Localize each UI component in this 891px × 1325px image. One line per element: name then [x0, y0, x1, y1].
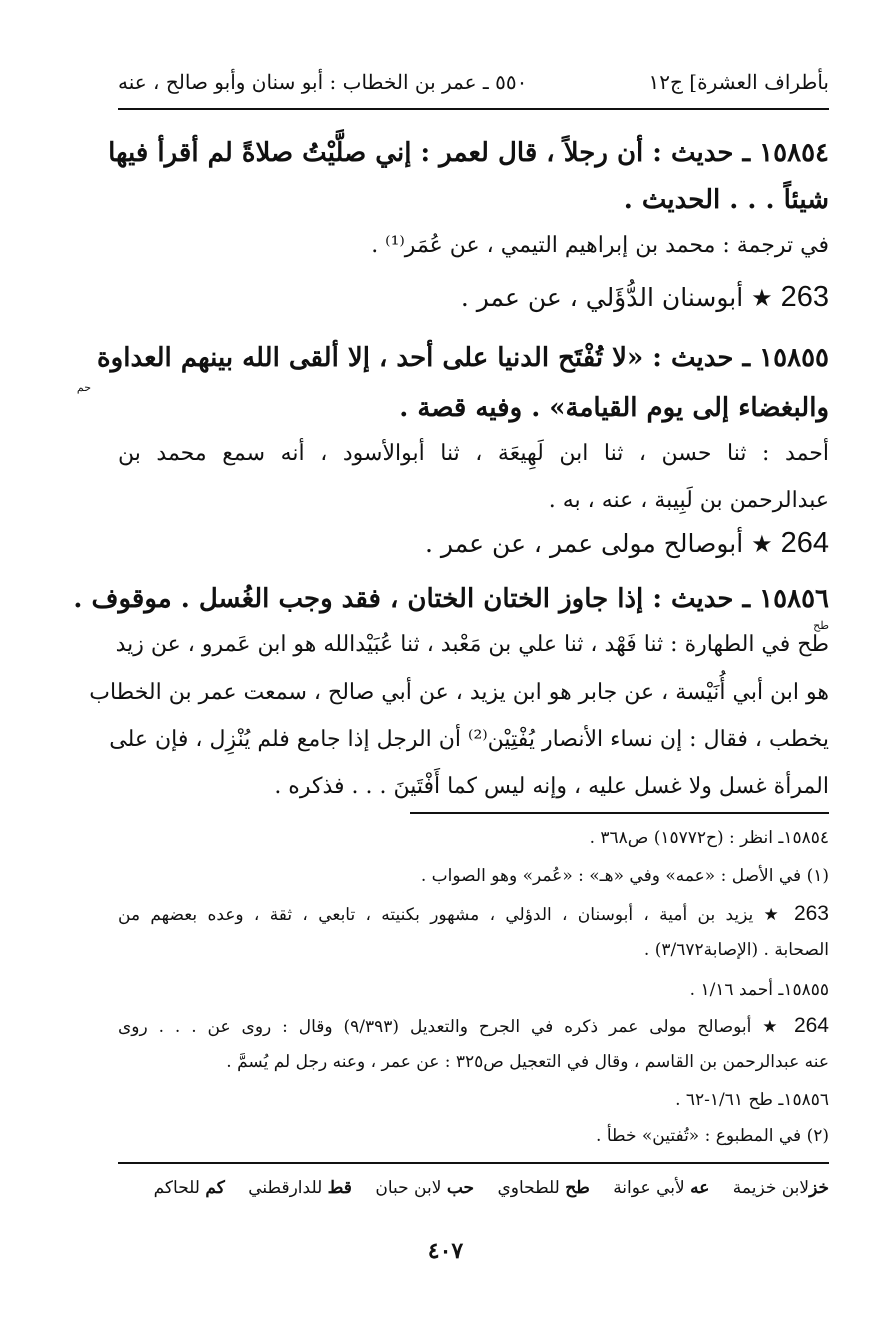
footnote-263-text: يزيد بن أمية ، أبوسنان ، الدؤلي ، مشهور بكنيته ، تابعي ، ثقة ، وعده بعضهم من — [118, 905, 754, 925]
tarjama-264-title: أبوصالح مولى عمر ، عن عمر . — [425, 529, 744, 558]
legend-divider — [118, 1162, 829, 1164]
footnote-15854: ١٥٨٥٤ـ انظر : (ح١٥٧٧٢) ص٣٦٨ . — [589, 828, 829, 848]
hadith-15855-number: ١٥٨٥٥ — [759, 343, 829, 373]
hadith-15856-isnad-1: طح في الطهارة : ثنا فَهْد ، ثنا علي بن مَعْبد ، ثنا عُبَيْدالله هو ابن عَمرو ، عن زيد — [115, 632, 829, 657]
star-icon: ★ — [763, 905, 784, 925]
source-symbol-th: طح — [813, 619, 829, 632]
star-icon: ★ — [751, 284, 773, 312]
hadith-15855-isnad-1: أحمد : ثنا حسن ، ثنا ابن لَهِيعَة ، ثنا أبوالأسود ، أنه سمع محمد بن — [118, 441, 829, 466]
legend-item: طح للطحاوي — [497, 1178, 590, 1198]
tarjama-263 — [118, 281, 829, 314]
legend-item: عه لأبي عوانة — [613, 1178, 710, 1198]
hadith-15856-number: ١٥٨٥٦ — [759, 584, 829, 614]
legend-item: خزلابن خزيمة — [732, 1178, 829, 1198]
header-section: ٥٥٠ ـ عمر بن الخطاب : أبو سنان وأبو صالح ، عنه — [118, 70, 528, 94]
footnote-15856: ١٥٨٥٦ـ طح ١/٦١-٦٢ . — [675, 1090, 829, 1110]
hadith-15854-line-1 — [108, 138, 829, 168]
hadith-15855-line-1 — [97, 343, 829, 373]
tarjama-263-title: أبوسنان الدُّؤَلي ، عن عمر . — [460, 283, 744, 312]
hadith-15854-text: ـ حديث : أن رجلاً ، قال لعمر : إني صلَّيْتُ صلاةً لم أقرأ فيها — [108, 138, 760, 168]
source-symbol-hm: حم — [76, 381, 91, 394]
star-icon: ★ — [762, 1017, 784, 1037]
running-header — [118, 62, 829, 110]
footnote-264-line-1 — [118, 1014, 829, 1038]
footnote-264-text: أبوصالح مولى عمر ذكره في الجرح والتعديل (٩/٣٩٣) وقال : روى عن . . . روى — [118, 1017, 752, 1037]
footnote-1: (١) في الأصل : «عمه» وفي «هـ» : «عُمر» وهو الصواب . — [420, 866, 829, 886]
hadith-15856-line-1 — [73, 584, 829, 614]
footnote-263-line-2: الصحابة . (الإصابة٣/٦٧٢) . — [643, 940, 829, 960]
footnote-2: (٢) في المطبوع : «تُفتين» خطأ . — [596, 1126, 829, 1146]
hadith-15856-isnad-4: المرأة غسل ولا غسل عليه ، وإنه ليس كما أَفْتَينَ . . . فذكره . — [274, 774, 829, 799]
hadith-15855-isnad-2: عبدالرحمن بن لَبِيبة ، عنه ، به . — [548, 488, 829, 513]
star-icon: ★ — [751, 530, 773, 558]
tarjama-264 — [118, 527, 829, 560]
hadith-15854-line-2: شيئاً . . . الحديث . — [623, 185, 829, 215]
footnote-15855: ١٥٨٥٥ـ أحمد ١/١٦ . — [689, 980, 829, 1000]
hadith-15856-text: ـ حديث : إذا جاوز الختان الختان ، فقد وجب الغُسل . موقوف . — [73, 584, 760, 614]
footnote-263-line-1 — [118, 902, 829, 926]
hadith-15855-line-2: والبغضاء إلى يوم القيامة» . وفيه قصة . — [399, 393, 829, 423]
page-number: ٤٠٧ — [427, 1238, 464, 1264]
legend-item: حب لابن حبان — [375, 1178, 475, 1198]
hadith-15856-isnad-2: هو ابن أبي أُنَيْسة ، عن جابر هو ابن يزيد ، عن أبي صالح ، سمعت عمر بن الخطاب — [89, 680, 829, 705]
header-volume: بأطراف العشرة] ج١٢ — [648, 70, 829, 94]
legend-item: قط للدارقطني — [248, 1178, 352, 1198]
legend-item: كم للحاكم — [153, 1178, 225, 1198]
hadith-15854-source: في ترجمة : محمد بن إبراهيم التيمي ، عن عُمَر⁽¹⁾ . — [371, 233, 829, 258]
footnote-264-number: 264 — [793, 1014, 829, 1037]
abbreviation-legend — [118, 1178, 829, 1198]
hadith-15855-text: ـ حديث : «لا تُفْتَح الدنيا على أحد ، إلا ألقى الله بينهم العداوة — [97, 343, 760, 373]
footnote-263-number: 263 — [793, 902, 829, 925]
hadith-15856-isnad-3: يخطب ، فقال : إن نساء الأنصار يُفْتِيْن⁽²⁾ أن الرجل إذا جامع فلم يُنْزِل ، فإن على — [109, 727, 829, 752]
tarjama-264-number: 264 — [780, 527, 829, 559]
tarjama-263-number: 263 — [780, 281, 829, 313]
hadith-15854-number: ١٥٨٥٤ — [759, 138, 829, 168]
footnote-264-line-2: عنه عبدالرحمن بن القاسم ، وقال في التعجيل ص٣٢٥ : عن عمر ، وعنه رجل لم يُسمَّ . — [226, 1052, 829, 1072]
footnote-divider — [410, 812, 829, 814]
